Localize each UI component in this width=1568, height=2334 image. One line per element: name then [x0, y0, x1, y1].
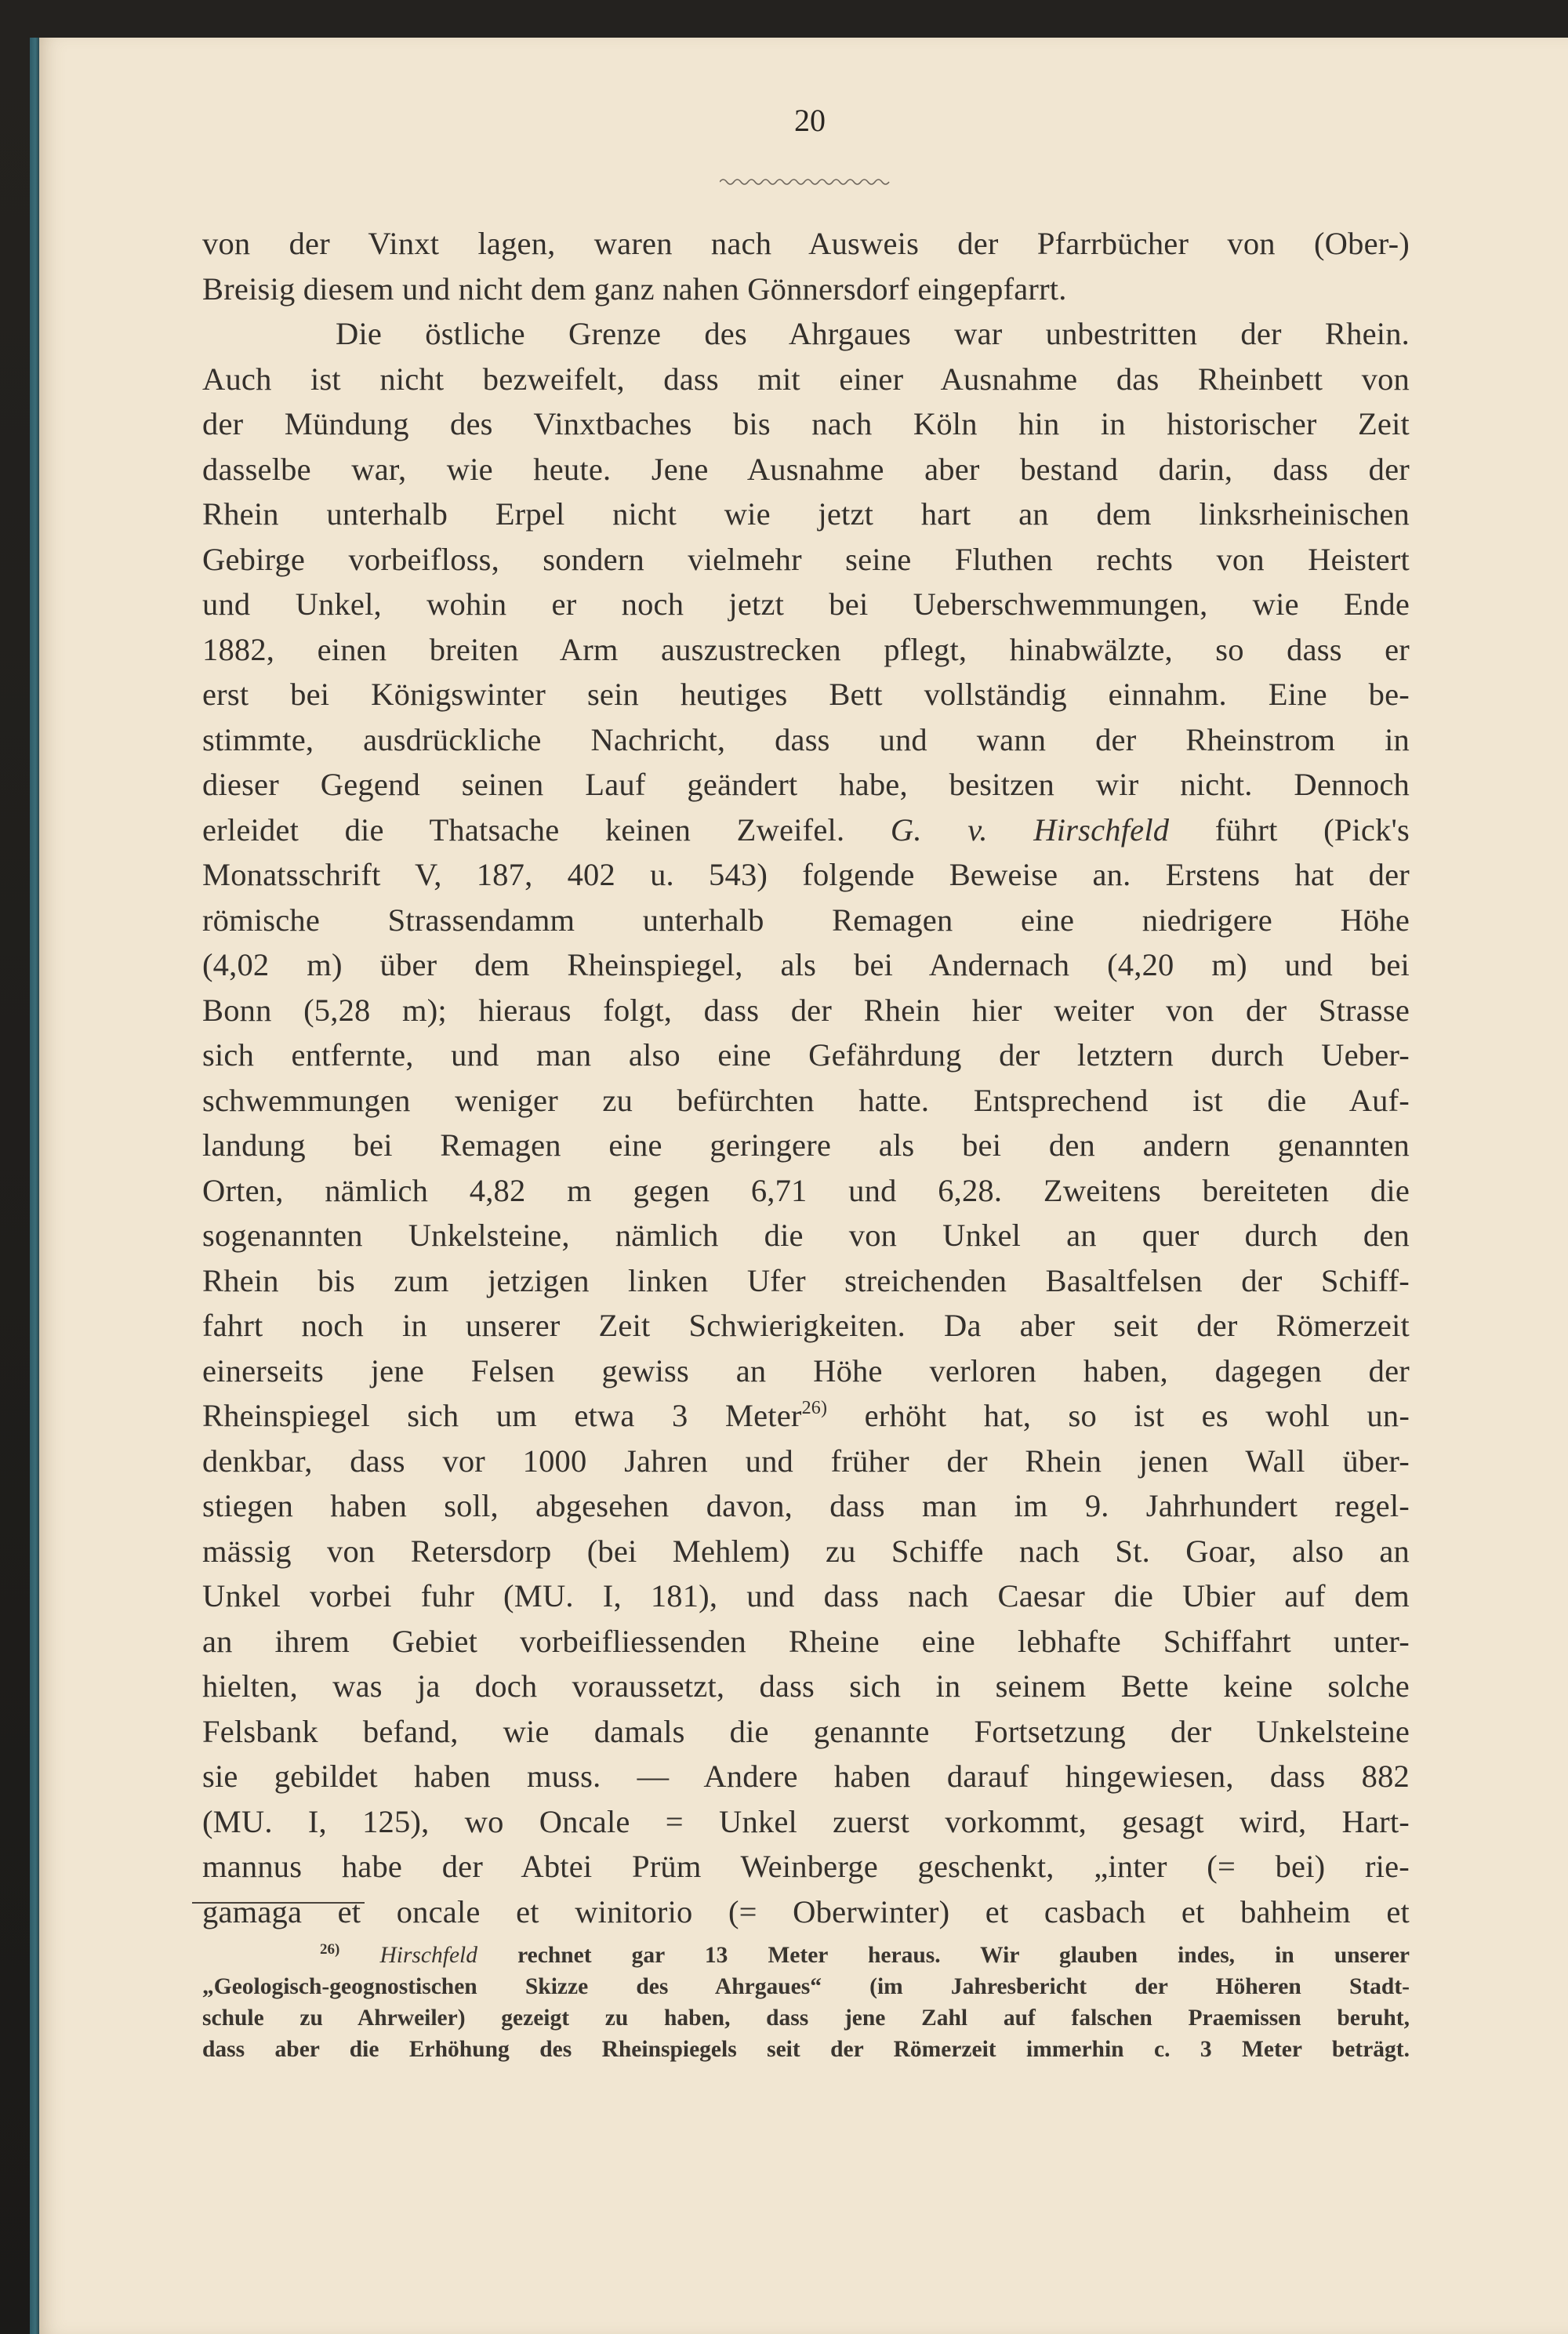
text-line: Bonn (5,28 m); hieraus folgt, dass der Rhein hier weiter von der Strasse — [202, 992, 1410, 1028]
text-line: Auch ist nicht bezweifelt, dass mit einer Ausnahme das Rheinbett von — [202, 361, 1410, 397]
text-segment: erleidet die Thatsache keinen Zweifel. — [202, 811, 845, 848]
footnote-first-line — [202, 1940, 1410, 1971]
text-line: erst bei Königswinter sein heutiges Bett vollständig einnahm. Eine be- — [202, 677, 1410, 712]
text-line: gamaga et oncale et winitorio (= Oberwinter) et casbach et bahheim et — [202, 1893, 1410, 1929]
text-line: einerseits jene Felsen gewiss an Höhe verloren haben, dagegen der — [202, 1352, 1410, 1388]
text-line: mässig von Retersdorp (bei Mehlem) zu Schiffe nach St. Goar, also an — [202, 1533, 1410, 1569]
page-number-value: 20 — [794, 103, 826, 138]
text-line: schwemmungen weniger zu befürchten hatte. Entsprechend ist die Auf- — [202, 1082, 1410, 1118]
text-line: sogenannten Unkelsteine, nämlich die von Unkel an quer durch den — [202, 1218, 1410, 1253]
footnote-line: „Geologisch-geognostischen Skizze des Ahrgaues“ (im Jahresbericht der Höheren Stadt- — [202, 1974, 1410, 1999]
text-segment: Rheinspiegel sich um etwa 3 Meter — [202, 1398, 802, 1433]
text-line: denkbar, dass vor 1000 Jahren und früher der Rhein jenen Wall über- — [202, 1443, 1410, 1479]
text-line: mannus habe der Abtei Prüm Weinberge geschenkt, „inter (= bei) rie- — [202, 1849, 1410, 1884]
text-segment: erhöht hat, so ist es wohl un- — [864, 1398, 1410, 1433]
italic-author-name: Hirschfeld — [379, 1943, 477, 1968]
text-line: stimmte, ausdrückliche Nachricht, dass und wann der Rheinstrom in — [202, 721, 1410, 757]
text-line: an ihrem Gebiet vorbeifliessenden Rheine eine lebhafte Schiffahrt unter- — [202, 1623, 1410, 1659]
page-number-ornament-rule — [720, 177, 891, 187]
footnote-marker: 26) — [320, 1941, 340, 1958]
italic-author-name: G. v. Hirschfeld — [890, 811, 1170, 848]
text-line: fahrt noch in unserer Zeit Schwierigkeiten. Da aber seit der Römerzeit — [202, 1308, 1410, 1343]
text-line: dasselbe war, wie heute. Jene Ausnahme aber bestand darin, dass der — [202, 451, 1410, 487]
text-line: landung bei Remagen eine geringere als bei den andern genannten — [202, 1127, 1410, 1163]
footnote-line: schule zu Ahrweiler) gezeigt zu haben, dass jene Zahl auf falschen Praemissen beruht, — [202, 2005, 1410, 2031]
footnote-separator-rule — [192, 1902, 365, 1904]
text-line: (4,02 m) über dem Rheinspiegel, als bei Andernach (4,20 m) und bei — [202, 947, 1410, 982]
text-line-with-citation — [202, 808, 1410, 853]
text-line: stiegen haben soll, abgesehen davon, dass man im 9. Jahrhundert regel- — [202, 1488, 1410, 1523]
text-line: Unkel vorbei fuhr (MU. I, 181), und dass nach Caesar die Ubier auf dem — [202, 1578, 1410, 1613]
footnote-line: dass aber die Erhöhung des Rheinspiegels seit der Römerzeit immerhin c. 3 Meter beträgt. — [202, 2037, 1410, 2062]
text-line: sie gebildet haben muss. — Andere haben darauf hingewiesen, dass 882 — [202, 1759, 1410, 1794]
page-number — [0, 102, 1568, 139]
text-line: (MU. I, 125), wo Oncale = Unkel zuerst vorkommt, gesagt wird, Hart- — [202, 1803, 1410, 1839]
text-line: Breisig diesem und nicht dem ganz nahen Gönnersdorf eingepfarrt. — [202, 270, 1067, 307]
text-line: Monatsschrift V, 187, 402 u. 543) folgende Beweise an. Erstens hat der — [202, 857, 1410, 892]
paragraph-start-line: Die östliche Grenze des Ahrgaues war unbestritten der Rhein. — [336, 316, 1410, 351]
text-line: Felsbank befand, wie damals die genannte Fortsetzung der Unkelsteine — [202, 1713, 1410, 1749]
text-line: Rhein unterhalb Erpel nicht wie jetzt hart an dem linksrheinischen — [202, 496, 1410, 532]
text-line: der Mündung des Vinxtbaches bis nach Köln hin in historischer Zeit — [202, 406, 1410, 441]
text-line: und Unkel, wohin er noch jetzt bei Ueberschwemmungen, wie Ende — [202, 586, 1410, 622]
footnote-reference[interactable]: 26) — [801, 1398, 828, 1418]
text-segment: führt (Pick's — [1214, 811, 1410, 848]
text-line-with-footnote-ref — [202, 1393, 1410, 1439]
text-line: Gebirge vorbeifloss, sondern vielmehr seine Fluthen rechts von Heistert — [202, 541, 1410, 577]
text-line: Rhein bis zum jetzigen linken Ufer streichenden Basaltfelsen der Schiff- — [202, 1262, 1410, 1298]
footnote-text-segment: rechnet gar 13 Meter heraus. Wir glauben indes, in unserer — [517, 1943, 1410, 1968]
text-line: hielten, was ja doch voraussetzt, dass sich in seinem Bette keine solche — [202, 1668, 1410, 1704]
text-line: sich entfernte, und man also eine Gefährdung der letztern durch Ueber- — [202, 1037, 1410, 1073]
text-line: 1882, einen breiten Arm auszustrecken pflegt, hinabwälzte, so dass er — [202, 631, 1410, 667]
text-line: Orten, nämlich 4,82 m gegen 6,71 und 6,28. Zweitens bereiteten die — [202, 1172, 1410, 1208]
text-line: von der Vinxt lagen, waren nach Ausweis der Pfarrbücher von (Ober-) — [202, 226, 1410, 261]
footnote-block — [202, 1940, 1410, 2065]
text-line: römische Strassendamm unterhalb Remagen eine niedrigere Höhe — [202, 902, 1410, 938]
book-spine-edge — [30, 38, 39, 2334]
main-text-block — [202, 221, 1410, 1934]
text-line: dieser Gegend seinen Lauf geändert habe, besitzen wir nicht. Dennoch — [202, 767, 1410, 802]
